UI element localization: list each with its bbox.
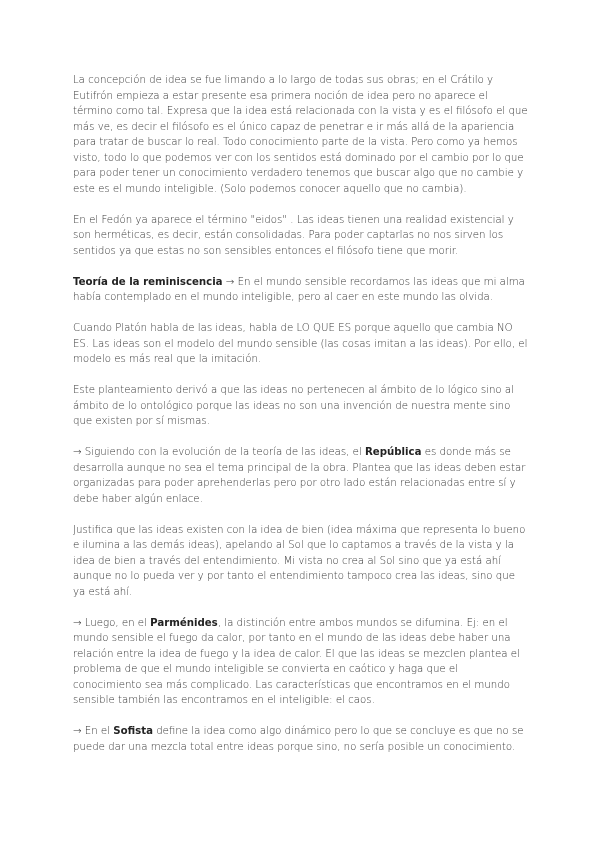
paragraph-republica [73, 445, 528, 507]
paragraph-lo-que-es: Cuando Platón habla de las ideas, habla de LO QUE ES porque aquello que cambia NO ES. Las ideas son el modelo del mundo sensible (las cosas imitan a las ideas). Por ello, el modelo es más real que la imitación. [73, 323, 528, 365]
term-reminiscencia: Teoría de la reminiscencia [73, 276, 223, 288]
paragraph-parmenides [73, 616, 528, 709]
paragraph-body: → En el mundo sensible recordamos las ideas que mi alma había contemplado en el mundo inteligible, pero al caer en este mundo las olvida. [73, 276, 525, 303]
term-parmenides: Parménides [150, 617, 218, 629]
paragraph-lead: → En el [73, 726, 114, 737]
paragraph-body: , la distinción entre ambos mundos se difumina. Ej: en el mundo sensible el fuego da calor, por tanto en el mundo de las ideas debe haber una relación entre la idea de fuego y la idea de calor. El que las ideas se mezclen plantea el problema de que el mundo inteligible se convierta en caótico y haga que el conocimiento sea más complicado. Las características que encontramos en el mundo sensible también las encontramos en el inteligible: el caos. [73, 617, 520, 706]
term-republica: República [364, 447, 422, 458]
paragraph-fedon: En el Fedón ya aparece el término "eidos" . Las ideas tienen una realidad existencial y son herméticas, es decir, están consolidadas. Para poder captarlas no nos sirven los sentidos ya que estas no son sensibles entonces el filósofo tiene que morir. [73, 214, 514, 257]
paragraph-ontologico: Este planteamiento derivó a que las ideas no pertenecen al ámbito de lo lógico sino al ámbito de lo ontológico porque las ideas no son una invención de nuestra mente sino que existen por sí mismas. [73, 385, 514, 427]
paragraph-sofista [73, 724, 528, 755]
term-sofista: Sofista [113, 726, 153, 737]
paragraph-reminiscencia [73, 275, 528, 306]
paragraph-idea-de-bien: Justifica que las ideas existen con la idea de bien (idea máxima que representa lo bueno e ilumina a las demás ideas), apelando al Sol que lo captamos a través de la vista y la idea de bien a través del entendimiento. Mi vista no crea al Sol sino que ya está ahí aunque no lo pueda ver y por tanto el entendimiento tampoco crea las ideas, sino que ya está ahí. [73, 524, 526, 598]
paragraph-body: define la idea como algo dinámico pero lo que se concluye es que no se puede dar una mezcla total entre ideas porque sino, no sería posible un conocimiento. [73, 726, 524, 753]
paragraph-concepcion-idea: La concepción de idea se fue limando a lo largo de todas sus obras; en el Crátilo y Eutifrón empieza a estar presente esa primera noción de idea pero no aparece el término como tal. Expresa que la idea está relacionada con la vista y es el filósofo el que más ve, es decir el filósofo es el único capaz de penetrar e ir más allá de la apariencia para tratar de buscar lo real. Todo conocimiento parte de la vista. Pero como ya hemos visto, todo lo que podemos ver con los sentidos está dominado por el cambio por lo que para poder tener un conocimiento verdadero tenemos que buscar algo que no cambie y este es el mundo inteligible. (Solo podemos conocer aquello que no cambia). [73, 75, 528, 195]
paragraph-lead: → Luego, en el [73, 617, 151, 629]
paragraph-body: es donde más se desarrolla aunque no sea el tema principal de la obra. Plantea que las ideas deben estar organizadas para poder aprehenderlas pero por otro lado están relacionadas entre sí y debe haber algún enlace. [73, 447, 526, 505]
paragraph-lead: → Siguiendo con la evolución de la teoría de las ideas, el [73, 447, 365, 458]
